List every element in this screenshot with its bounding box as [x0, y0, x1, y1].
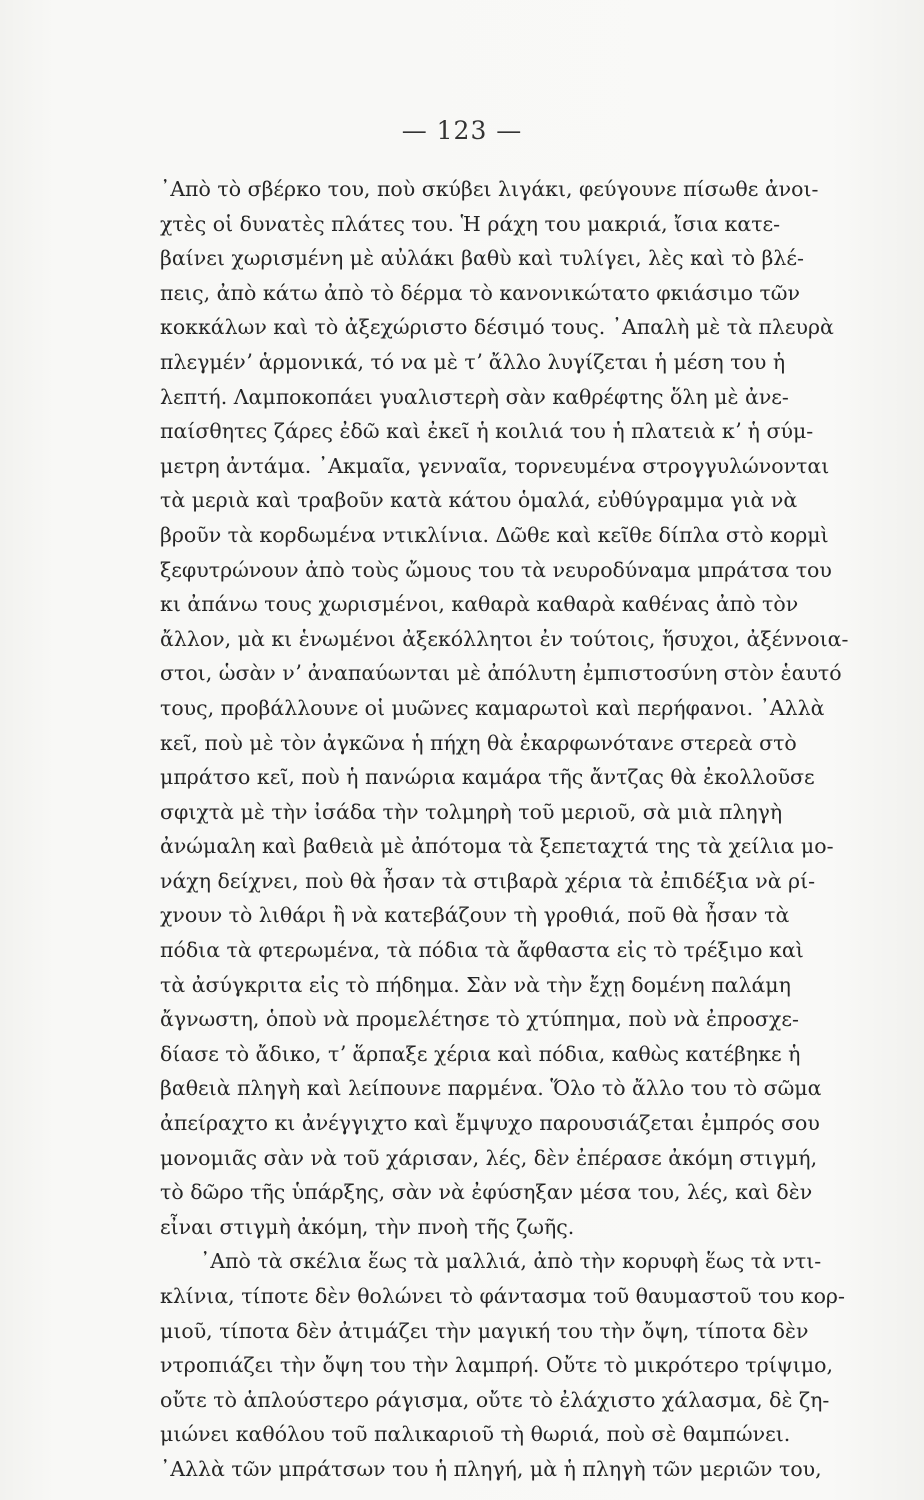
text-line: βαίνει χωρισμένη μὲ αὐλάκι βαθὺ καὶ τυλίγει, λὲς καὶ τὸ βλέ-	[160, 246, 804, 271]
text-line: δίασε τὸ ἄδικο, τʼ ἅρπαξε χέρια καὶ πόδια, καθὼς κατέβηκε ἡ	[160, 1041, 801, 1066]
text-line: ἀνώμαλη καὶ βαθειὰ μὲ ἀπότομα τὰ ξεπεταχτά της τὰ χείλια μο-	[160, 834, 834, 859]
text-line: σφιχτὰ μὲ τὴν ἰσάδα τὴν τολμηρὴ τοῦ μεριοῦ, σὰ μιὰ πληγὴ	[160, 799, 783, 824]
text-line: χτὲς οἱ δυνατὲς πλάτες του. Ἡ ράχη του μακριά, ἴσια κατε-	[160, 211, 781, 236]
text-line: πλεγμένʼ ἁρμονικά, τό να μὲ τʼ ἄλλο λυγίζεται ἡ μέση του ἡ	[160, 349, 786, 374]
text-line: μιώνει καθόλου τοῦ παλικαριοῦ τὴ θωριά, ποὺ σὲ θαμπώνει.	[160, 1422, 791, 1447]
text-line: βαθειὰ πληγὴ καὶ λείπουνε παρμένα. Ὅλο τὸ ἄλλο του τὸ σῶμα	[160, 1076, 822, 1101]
text-line: κι ἀπάνω τους χωρισμένοι, καθαρὰ καθαρὰ καθένας ἀπὸ τὸν	[160, 592, 799, 617]
text-line: μονομιᾶς σὰν νὰ τοῦ χάρισαν, λές, δὲν ἐπέρασε ἀκόμη στιγμή,	[160, 1145, 818, 1170]
text-line: μπράτσο κεῖ, ποὺ ἡ πανώρια καμάρα τῆς ἄντζας θὰ ἐκολλοῦσε	[160, 765, 815, 790]
text-line: οὔτε τὸ ἁπλούστερο ράγισμα, οὔτε τὸ ἐλάχιστο χάλασμα, δὲ ζη-	[160, 1387, 830, 1412]
text-line: τὰ μεριὰ καὶ τραβοῦν κατὰ κάτου ὁμαλά, εὐθύγραμμα γιὰ νὰ	[160, 488, 798, 513]
text-line: τὰ ἀσύγκριτα εἰς τὸ πήδημα. Σὰν νὰ τὴν ἔχῃ δομένη παλάμη	[160, 972, 791, 997]
text-line: ἀπείραχτο κι ἀνέγγιχτο καὶ ἔμψυχο παρουσιάζεται ἐμπρός σου	[160, 1111, 820, 1136]
text-line: ἄλλον, μὰ κι ἑνωμένοι ἀξεκόλλητοι ἐν τούτοις, ἥσυχοι, ἀξέννοια-	[160, 626, 849, 651]
text-line: κοκκάλων καὶ τὸ ἀξεχώριστο δέσιμό τους. ᾿Απαλὴ μὲ τὰ πλευρὰ	[160, 315, 834, 340]
text-line: τους, προβάλλουνε οἱ μυῶνες καμαρωτοὶ καὶ περήφανοι. ᾿Αλλὰ	[160, 695, 825, 720]
text-line: στοι, ὡσὰν νʼ ἀναπαύωνται μὲ ἀπόλυτη ἐμπιστοσύνη στὸν ἑαυτό	[160, 661, 842, 686]
text-line: χνουν τὸ λιθάρι ἢ νὰ κατεβάζουν τὴ γροθιά, ποῦ θὰ ἦσαν τὰ	[160, 903, 790, 928]
text-line: ᾿Απὸ τὸ σβέρκο του, ποὺ σκύβει λιγάκι, φεύγουνε πίσωθε ἀνοι-	[160, 177, 819, 201]
body-text	[160, 172, 849, 1487]
page-number: — 123 —	[401, 116, 523, 145]
text-line: τὸ δῶρο τῆς ὑπάρξης, σὰν νὰ ἐφύσηξαν μέσα του, λές, καὶ δὲν	[160, 1180, 813, 1205]
text-line: παίσθητες ζάρες ἐδῶ καὶ ἐκεῖ ἡ κοιλιά του ἡ πλατειὰ κʼ ἡ σύμ-	[160, 419, 814, 444]
text-line: ξεφυτρώνουν ἀπὸ τοὺς ὤμους του τὰ νευροδύναμα μπράτσα του	[160, 557, 832, 582]
text-line: λεπτή. Λαμποκοπάει γυαλιστερὴ σὰν καθρέφτης ὅλη μὲ ἀνε-	[160, 384, 789, 409]
text-line: βροῦν τὰ κορδωμένα ντικλίνια. Δῶθε καὶ κεῖθε δίπλα στὸ κορμὶ	[160, 522, 829, 547]
text-line: ᾿Αλλὰ τῶν μπράτσων του ἡ πληγή, μὰ ἡ πληγὴ τῶν μεριῶν του,	[160, 1456, 822, 1481]
text-line: κεῖ, ποὺ μὲ τὸν ἀγκῶνα ἡ πήχη θὰ ἐκαρφωνότανε στερεὰ στὸ	[160, 730, 797, 755]
text-line: ᾿Απὸ τὰ σκέλια ἕως τὰ μαλλιά, ἀπὸ τὴν κορυφὴ ἕως τὰ ντι-	[200, 1249, 822, 1274]
text-line: εἶναι στιγμὴ ἀκόμη, τὴν πνοὴ τῆς ζωῆς.	[160, 1214, 575, 1239]
text-line: ἄγνωστη, ὁποὺ νὰ προμελέτησε τὸ χτύπημα, ποὺ νὰ ἐπροσχε-	[160, 1007, 799, 1032]
text-line: πόδια τὰ φτερωμένα, τὰ πόδια τὰ ἄφθαστα εἰς τὸ τρέξιμο καὶ	[160, 938, 804, 963]
text-line: μιοῦ, τίποτα δὲν ἀτιμάζει τὴν μαγική του τὴν ὄψη, τίποτα δὲν	[160, 1318, 809, 1343]
text-line: πεις, ἀπὸ κάτω ἀπὸ τὸ δέρμα τὸ κανονικώτατο φκιάσιμο τῶν	[160, 280, 800, 305]
text-line: μετρη ἀντάμα. ᾿Ακμαῖα, γενναῖα, τορνευμένα στρογγυλώνονται	[160, 453, 830, 478]
text-line: κλίνια, τίποτε δὲν θολώνει τὸ φάντασμα τοῦ θαυμαστοῦ του κορ-	[160, 1284, 845, 1308]
text-line: ντροπιάζει τὴν ὄψη του τὴν λαμπρή. Οὔτε τὸ μικρότερο τρίψιμο,	[160, 1353, 834, 1378]
text-line: νάχη δείχνει, ποὺ θὰ ἦσαν τὰ στιβαρὰ χέρια τὰ ἐπιδέξια νὰ ρί-	[160, 868, 816, 893]
